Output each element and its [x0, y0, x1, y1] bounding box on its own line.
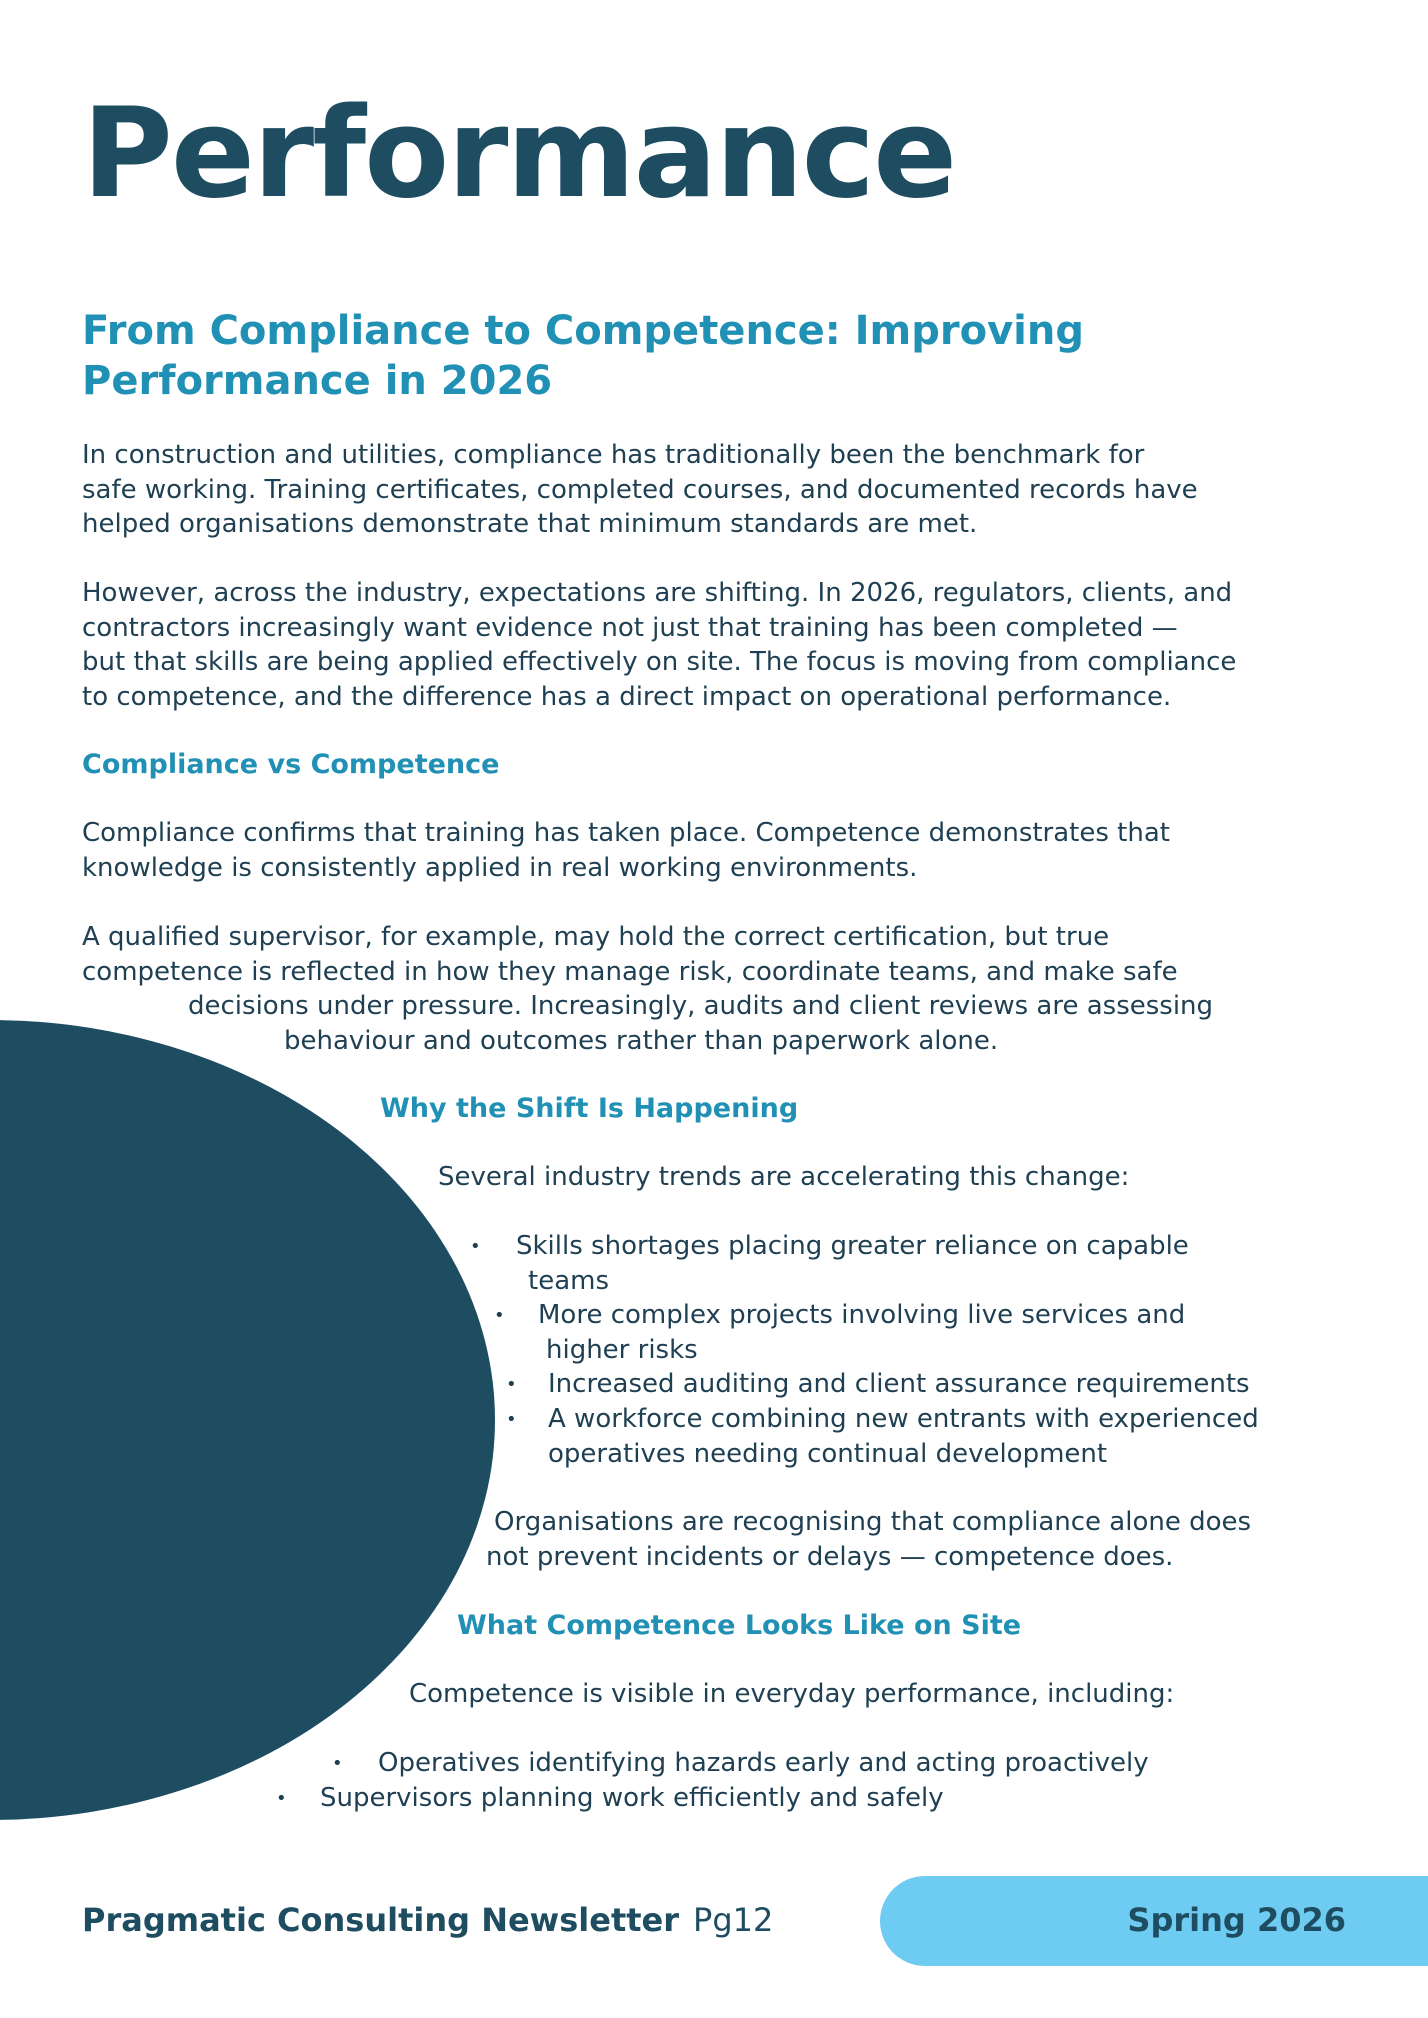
text-line: behaviour and outcomes rather than paperwork alone. [284, 1025, 999, 1056]
section-closing [486, 1505, 1251, 1574]
section-paragraph [82, 920, 1213, 1058]
text-line: Supervisors planning work efficiently and safely [320, 1783, 944, 1813]
list-item [548, 1367, 1250, 1402]
bullet-dot: • [332, 1753, 343, 1774]
text-line: Increased auditing and client assurance requirements [548, 1369, 1250, 1399]
text-line: to competence, and the difference has a direct impact on operational performance. [82, 681, 1172, 712]
text-line: knowledge is consistently applied in real working environments. [82, 852, 918, 883]
intro-paragraph [82, 576, 1236, 714]
page-number: Pg12 [693, 1901, 774, 1939]
text-line: contractors increasingly want evidence not just that training has been completed — [82, 612, 1178, 643]
text-line: decisions under pressure. Increasingly, audits and client reviews are assessing [188, 991, 1214, 1021]
section-paragraph [82, 816, 1170, 885]
text-line: A workforce combining new entrants with experienced [548, 1404, 1259, 1434]
text-line: not prevent incidents or delays — competence does. [486, 1541, 1174, 1572]
text-line: Organisations are recognising that compliance alone does [494, 1507, 1252, 1537]
section-heading-compliance-vs-competence: Compliance vs Competence [82, 749, 500, 780]
text-line: higher risks [546, 1334, 698, 1365]
bullet-dot: • [470, 1236, 481, 1257]
text-line: However, across the industry, expectations are shifting. In 2026, regulators, clients, and [82, 578, 1233, 608]
list-item [516, 1229, 1189, 1298]
text-line: teams [528, 1265, 609, 1296]
section-lead: Competence is visible in everyday performance, including: [409, 1679, 1175, 1709]
list-item [538, 1298, 1185, 1367]
list-item [548, 1402, 1259, 1471]
text-line: helped organisations demonstrate that minimum standards are met. [82, 509, 978, 539]
text-line: A qualified supervisor, for example, may hold the correct certification, but true [82, 922, 1110, 952]
text-line: but that skills are being applied effectively on site. The focus is moving from compliance [82, 647, 1237, 677]
text-line: Operatives identifying hazards early and acting proactively [378, 1748, 1149, 1778]
text-line: Skills shortages placing greater reliance on capable [516, 1231, 1189, 1261]
intro-paragraph [82, 438, 1198, 542]
season-label: Spring 2026 [1127, 1901, 1346, 1939]
article-title-line: From Compliance to Competence: Improving [82, 308, 1084, 354]
list-item [378, 1746, 1149, 1781]
footer-newsletter [82, 1900, 773, 1940]
bullet-dot: • [494, 1305, 505, 1326]
text-line: Compliance confirms that training has taken place. Competence demonstrates that [82, 818, 1170, 848]
text-line: safe working. Training certificates, completed courses, and documented records have [82, 474, 1198, 505]
newsletter-name: Pragmatic Consulting Newsletter [82, 1901, 680, 1939]
text-line: operatives needing continual development [548, 1438, 1108, 1469]
bullet-dot: • [506, 1374, 517, 1395]
list-item [320, 1781, 944, 1816]
section-heading-why-the-shift: Why the Shift Is Happening [380, 1093, 799, 1124]
text-line: In construction and utilities, compliance has traditionally been the benchmark for [82, 440, 1145, 470]
article-title [82, 306, 1182, 406]
text-line: More complex projects involving live services and [538, 1300, 1186, 1330]
bullet-dot: • [506, 1409, 517, 1430]
bullet-dot: • [276, 1788, 287, 1809]
section-heading-what-competence-looks-like: What Competence Looks Like on Site [457, 1610, 1022, 1641]
text-line: competence is reflected in how they manage risk, coordinate teams, and make safe [82, 956, 1178, 987]
article-title-line: Performance in 2026 [82, 358, 553, 404]
page-title: Performance [82, 82, 956, 226]
section-lead: Several industry trends are accelerating this change: [438, 1162, 1130, 1192]
